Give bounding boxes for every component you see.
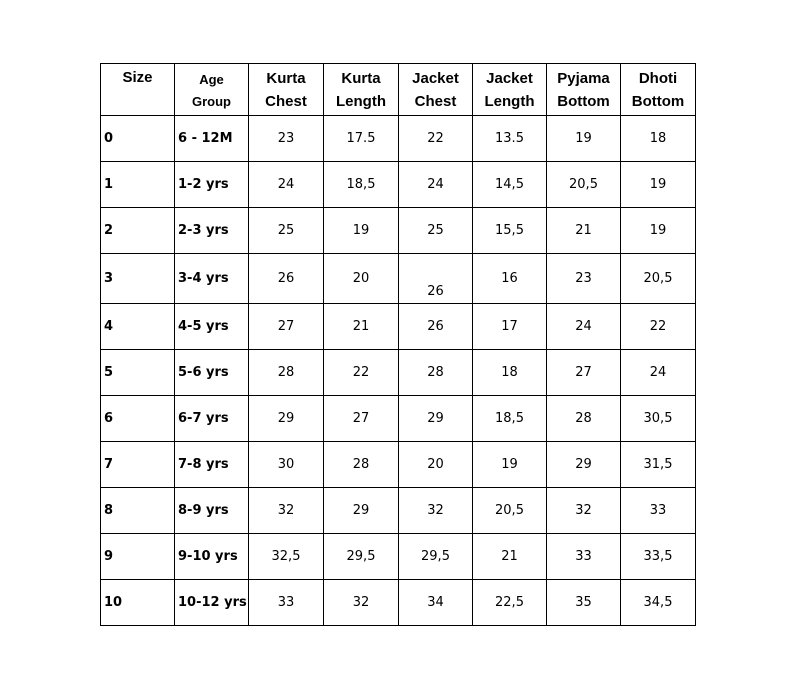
jacket-length-cell: 19 — [473, 442, 547, 488]
kurta-length-cell: 22 — [324, 350, 399, 396]
size-cell: 0 — [101, 116, 175, 162]
header-jacket-chest — [399, 64, 473, 116]
age-group-cell: 10-12 yrs — [175, 580, 249, 626]
table-row — [101, 162, 696, 208]
header-kurta-chest-line: Chest — [265, 92, 307, 110]
jacket-length-cell: 18 — [473, 350, 547, 396]
header-dhoti-bottom-line: Bottom — [631, 92, 685, 110]
dhoti-bottom-cell: 20,5 — [621, 254, 696, 304]
age-group-cell: 2-3 yrs — [175, 208, 249, 254]
dhoti-bottom-cell: 33,5 — [621, 534, 696, 580]
dhoti-bottom-cell: 22 — [621, 304, 696, 350]
header-jacket-length — [473, 64, 547, 116]
age-group-cell: 6 - 12M — [175, 116, 249, 162]
table-row — [101, 208, 696, 254]
kurta-chest-cell: 29 — [249, 396, 324, 442]
header-kurta-length-line: Kurta — [341, 69, 381, 87]
age-group-cell: 5-6 yrs — [175, 350, 249, 396]
header-pyjama-bottom-line: Bottom — [557, 92, 610, 110]
header-age-group-line: Group — [192, 93, 231, 109]
header-kurta-chest-line: Kurta — [266, 69, 306, 87]
age-group-cell: 1-2 yrs — [175, 162, 249, 208]
header-kurta-chest — [249, 64, 324, 116]
jacket-chest-cell: 29,5 — [399, 534, 473, 580]
dhoti-bottom-cell: 33 — [621, 488, 696, 534]
jacket-chest-cell: 20 — [399, 442, 473, 488]
size-cell: 5 — [101, 350, 175, 396]
table-row — [101, 350, 696, 396]
header-jacket-chest-line: Jacket — [412, 69, 459, 87]
table-row — [101, 580, 696, 626]
size-cell: 3 — [101, 254, 175, 304]
header-jacket-length-line: Jacket — [486, 69, 533, 87]
jacket-length-cell: 18,5 — [473, 396, 547, 442]
pyjama-bottom-cell: 33 — [547, 534, 621, 580]
size-cell: 10 — [101, 580, 175, 626]
header-age-group — [175, 64, 249, 116]
dhoti-bottom-cell: 18 — [621, 116, 696, 162]
table-body — [101, 116, 696, 626]
table-row — [101, 254, 696, 304]
jacket-length-cell: 14,5 — [473, 162, 547, 208]
jacket-length-cell: 20,5 — [473, 488, 547, 534]
kurta-chest-cell: 25 — [249, 208, 324, 254]
dhoti-bottom-cell: 34,5 — [621, 580, 696, 626]
kurta-chest-cell: 27 — [249, 304, 324, 350]
size-cell: 4 — [101, 304, 175, 350]
jacket-chest-cell: 24 — [399, 162, 473, 208]
jacket-chest-cell: 29 — [399, 396, 473, 442]
size-chart — [100, 63, 696, 626]
pyjama-bottom-cell: 28 — [547, 396, 621, 442]
size-cell: 9 — [101, 534, 175, 580]
kurta-length-cell: 21 — [324, 304, 399, 350]
table-row — [101, 442, 696, 488]
kurta-length-cell: 32 — [324, 580, 399, 626]
size-cell: 2 — [101, 208, 175, 254]
header-jacket-chest-line: Chest — [414, 92, 457, 110]
age-group-cell: 7-8 yrs — [175, 442, 249, 488]
kurta-length-cell: 20 — [324, 254, 399, 304]
pyjama-bottom-cell: 19 — [547, 116, 621, 162]
pyjama-bottom-cell: 24 — [547, 304, 621, 350]
table-row — [101, 396, 696, 442]
header-row — [101, 64, 696, 116]
jacket-chest-cell: 26 — [399, 254, 473, 304]
jacket-chest-cell: 25 — [399, 208, 473, 254]
size-chart-table — [100, 63, 696, 626]
kurta-length-cell: 29 — [324, 488, 399, 534]
header-size-line: Size — [122, 69, 153, 86]
jacket-chest-cell: 34 — [399, 580, 473, 626]
header-age-group-line: Age — [199, 71, 224, 87]
pyjama-bottom-cell: 29 — [547, 442, 621, 488]
jacket-length-cell: 17 — [473, 304, 547, 350]
header-kurta-length — [324, 64, 399, 116]
table-row — [101, 116, 696, 162]
age-group-cell: 6-7 yrs — [175, 396, 249, 442]
table-row — [101, 304, 696, 350]
jacket-chest-cell: 26 — [399, 304, 473, 350]
header-pyjama-bottom-line: Pyjama — [557, 69, 610, 87]
kurta-length-cell: 18,5 — [324, 162, 399, 208]
header-jacket-length-line: Length — [484, 92, 535, 110]
kurta-length-cell: 29,5 — [324, 534, 399, 580]
header-dhoti-bottom — [621, 64, 696, 116]
kurta-chest-cell: 28 — [249, 350, 324, 396]
header-kurta-length-line: Length — [336, 92, 386, 110]
pyjama-bottom-cell: 35 — [547, 580, 621, 626]
size-cell: 8 — [101, 488, 175, 534]
dhoti-bottom-cell: 19 — [621, 162, 696, 208]
size-cell: 1 — [101, 162, 175, 208]
kurta-chest-cell: 24 — [249, 162, 324, 208]
header-pyjama-bottom — [547, 64, 621, 116]
jacket-length-cell: 15,5 — [473, 208, 547, 254]
table-row — [101, 534, 696, 580]
kurta-chest-cell: 32,5 — [249, 534, 324, 580]
kurta-chest-cell: 30 — [249, 442, 324, 488]
kurta-chest-cell: 32 — [249, 488, 324, 534]
jacket-chest-cell: 32 — [399, 488, 473, 534]
pyjama-bottom-cell: 20,5 — [547, 162, 621, 208]
age-group-cell: 8-9 yrs — [175, 488, 249, 534]
kurta-length-cell: 27 — [324, 396, 399, 442]
table-row — [101, 488, 696, 534]
kurta-chest-cell: 26 — [249, 254, 324, 304]
age-group-cell: 9-10 yrs — [175, 534, 249, 580]
jacket-chest-cell: 28 — [399, 350, 473, 396]
age-group-cell: 3-4 yrs — [175, 254, 249, 304]
jacket-chest-cell: 22 — [399, 116, 473, 162]
jacket-length-cell: 16 — [473, 254, 547, 304]
kurta-length-cell: 17.5 — [324, 116, 399, 162]
kurta-length-cell: 28 — [324, 442, 399, 488]
header-dhoti-bottom-line: Dhoti — [638, 69, 678, 87]
dhoti-bottom-cell: 19 — [621, 208, 696, 254]
jacket-length-cell: 13.5 — [473, 116, 547, 162]
dhoti-bottom-cell: 30,5 — [621, 396, 696, 442]
pyjama-bottom-cell: 27 — [547, 350, 621, 396]
header-size — [101, 64, 175, 116]
kurta-chest-cell: 33 — [249, 580, 324, 626]
kurta-chest-cell: 23 — [249, 116, 324, 162]
pyjama-bottom-cell: 21 — [547, 208, 621, 254]
jacket-length-cell: 21 — [473, 534, 547, 580]
dhoti-bottom-cell: 31,5 — [621, 442, 696, 488]
size-cell: 7 — [101, 442, 175, 488]
pyjama-bottom-cell: 32 — [547, 488, 621, 534]
jacket-length-cell: 22,5 — [473, 580, 547, 626]
dhoti-bottom-cell: 24 — [621, 350, 696, 396]
kurta-length-cell: 19 — [324, 208, 399, 254]
age-group-cell: 4-5 yrs — [175, 304, 249, 350]
size-cell: 6 — [101, 396, 175, 442]
pyjama-bottom-cell: 23 — [547, 254, 621, 304]
